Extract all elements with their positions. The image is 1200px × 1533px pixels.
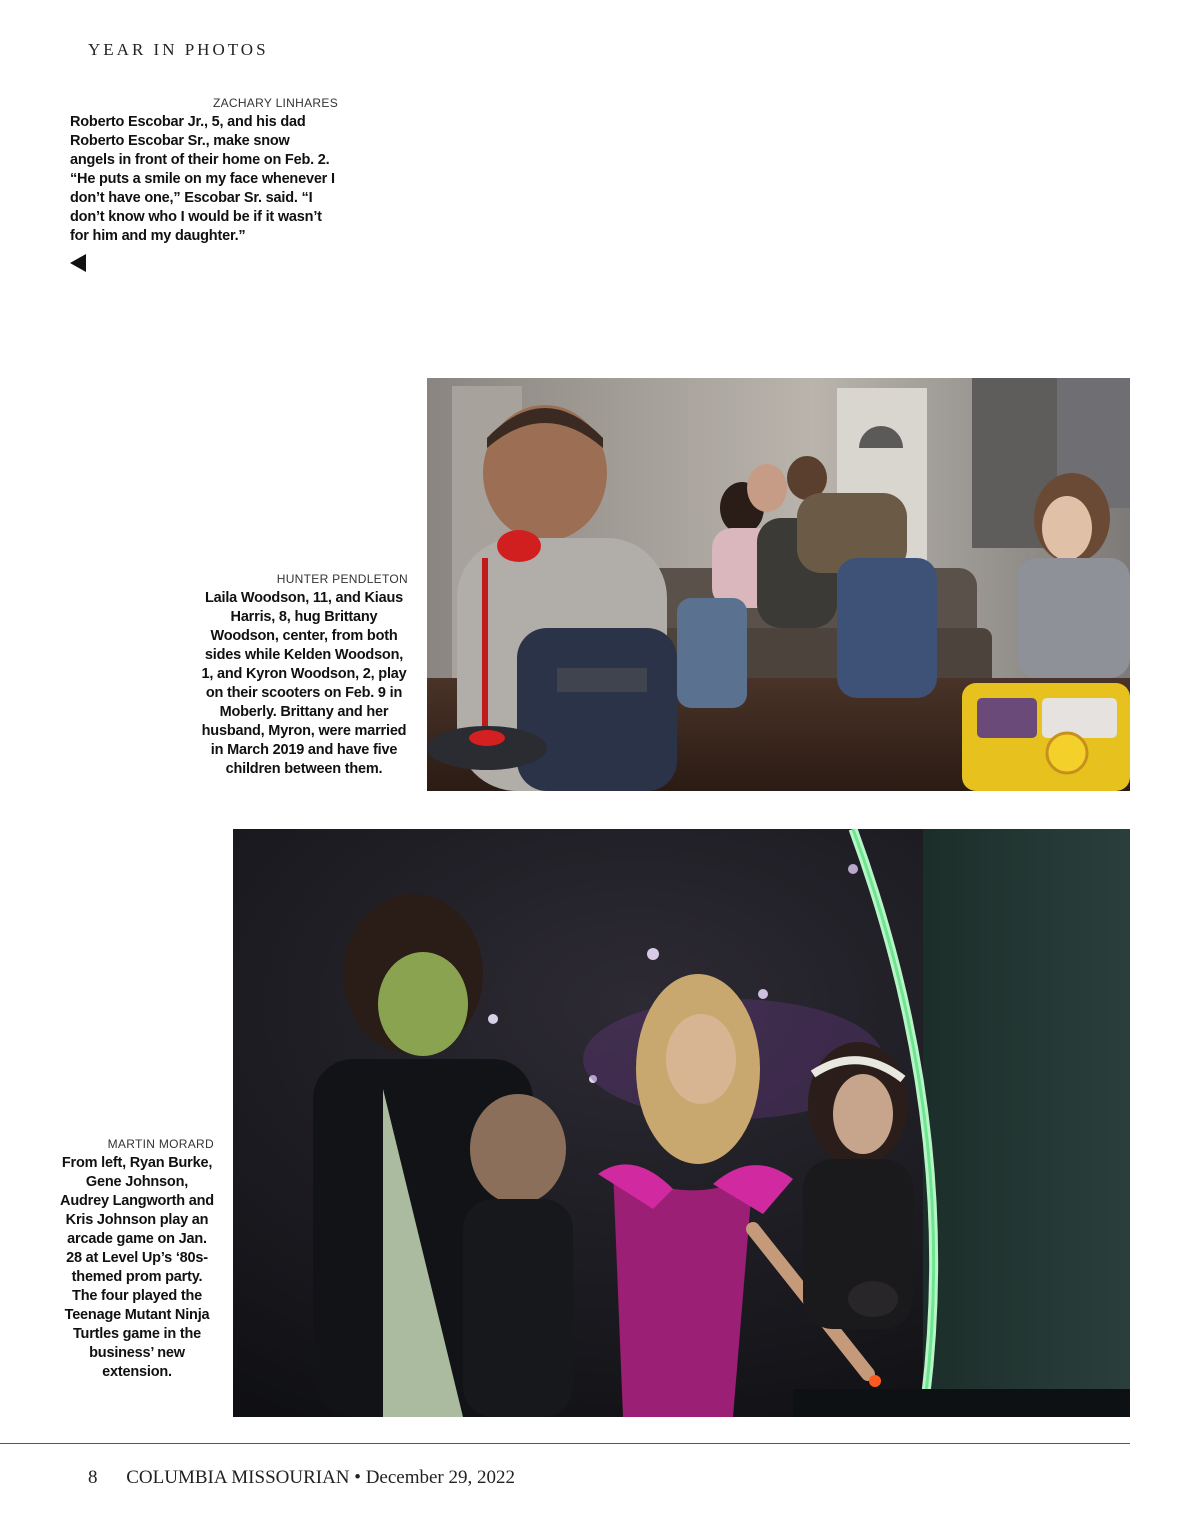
footer-rule — [0, 1443, 1130, 1444]
footer-separator: • — [354, 1467, 361, 1488]
left-arrow-icon — [70, 254, 86, 272]
photo-caption-block — [70, 96, 338, 272]
section-title: YEAR IN PHOTOS — [88, 40, 269, 59]
issue-date: December 29, 2022 — [365, 1467, 515, 1488]
photo-credit: MARTIN MORARD — [107, 1137, 214, 1151]
photo-caption-block — [200, 572, 408, 779]
page-footer — [88, 1467, 515, 1489]
photo-caption-block — [60, 1137, 214, 1382]
photo-caption: Roberto Escobar Jr., 5, and his dad Roberto Escobar Sr., make snow angels in front of their home on Feb. 2. “He puts a smile on my face whenever I don’t have one,” Escobar Sr. said. “I don’t know who I would be if it wasn’t for him and my daughter.” — [70, 114, 335, 244]
family-living-room-photo — [427, 378, 1130, 791]
arcade-prom-party-photo — [233, 829, 1130, 1417]
photo-caption: Laila Woodson, 11, and Kiaus Harris, 8, hug Brittany Woodson, center, from both sides while Kelden Woodson, 1, and Kyron Woodson, 2, play on their scooters on Feb. 9 in Moberly. Brittany and her husband, Myron, were married in March 2019 and have five children between them. — [201, 590, 407, 777]
publication-name: COLUMBIA MISSOURIAN — [126, 1467, 350, 1488]
page-number: 8 — [88, 1467, 98, 1488]
photo-credit: ZACHARY LINHARES — [212, 96, 338, 110]
photo-credit: HUNTER PENDLETON — [276, 572, 408, 586]
photo-caption: From left, Ryan Burke, Gene Johnson, Audrey Langworth and Kris Johnson play an arcade game on Jan. 28 at Level Up’s ‘80s-themed prom party. The four played the Teenage Mutant Ninja Turtles game in the business’ new extension. — [60, 1155, 214, 1380]
